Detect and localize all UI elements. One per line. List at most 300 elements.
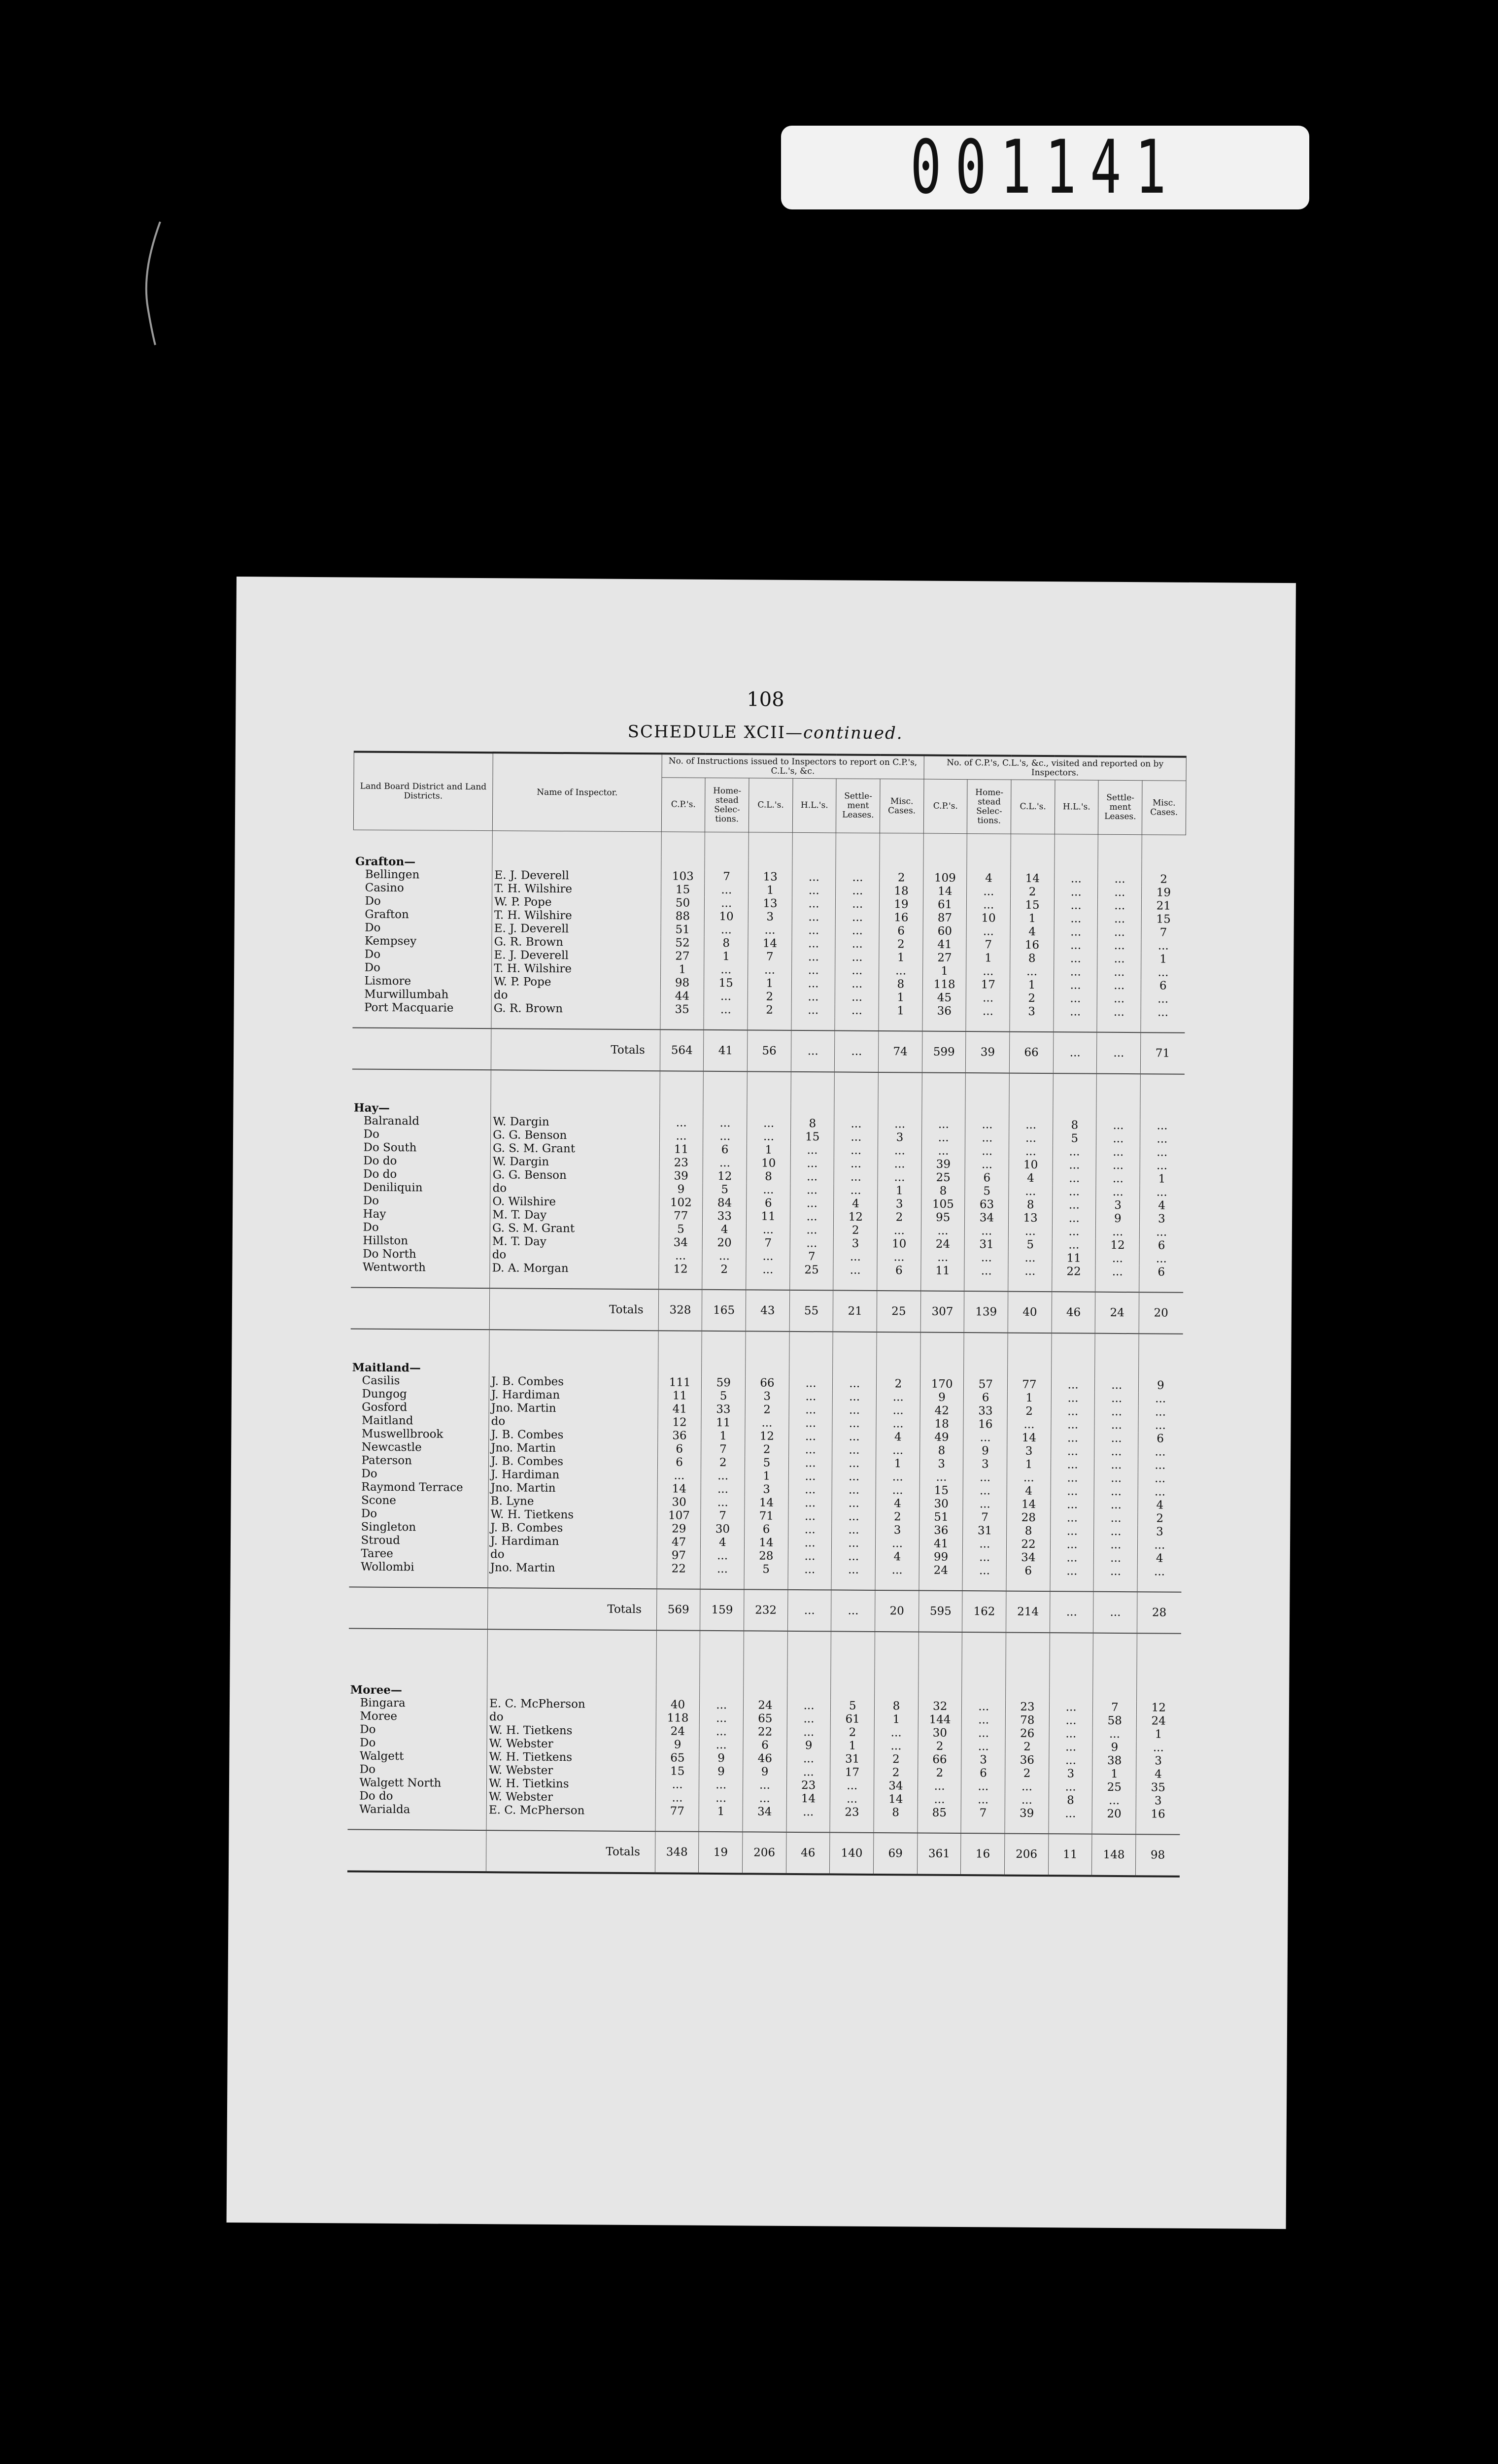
value-cell: 2 <box>1010 992 1054 1006</box>
value-cell: 14 <box>786 1792 830 1806</box>
value-cell: 4 <box>701 1536 745 1550</box>
value-cell: ... <box>964 1251 1008 1265</box>
spacer-cell <box>875 1577 919 1591</box>
spacer-cell <box>349 1574 488 1588</box>
inspector-column-header: Name of Inspector. <box>493 753 662 832</box>
value-cell: 8 <box>1009 1198 1053 1212</box>
value-cell: 4 <box>1137 1552 1181 1566</box>
value-cell: ... <box>1094 1552 1138 1566</box>
value-cell: 39 <box>921 1158 965 1172</box>
value-cell: ... <box>1051 1405 1095 1419</box>
value-cell: 7 <box>701 1443 745 1457</box>
value-cell: 24 <box>656 1725 700 1739</box>
value-cell: 65 <box>656 1751 700 1765</box>
value-cell: 6 <box>1138 1432 1182 1446</box>
spacer-cell <box>1055 834 1098 859</box>
value-cell: 7 <box>961 1807 1005 1820</box>
value-cell: ... <box>1007 1472 1051 1485</box>
total-cell: 39 <box>966 1031 1010 1073</box>
value-cell: 109 <box>923 872 967 886</box>
value-cell: ... <box>1049 1807 1092 1821</box>
value-cell: 3 <box>1136 1794 1180 1808</box>
value-cell: 1 <box>879 991 922 1005</box>
value-cell: ... <box>1008 1265 1052 1279</box>
value-cell: ... <box>1095 1379 1139 1393</box>
value-cell: 12 <box>745 1430 789 1443</box>
district-cell: Hay <box>363 1207 386 1221</box>
value-cell: ... <box>874 1726 918 1740</box>
value-cell: 3 <box>834 1237 878 1251</box>
inspector-cell: W. P. Pope <box>492 895 661 910</box>
value-cell: 77 <box>1008 1378 1052 1392</box>
value-cell: 2 <box>1142 873 1186 887</box>
value-cell: 13 <box>748 897 792 911</box>
spacer-cell <box>1095 1334 1139 1366</box>
district-cell: Raymond Terrace <box>361 1480 463 1494</box>
total-cell: 162 <box>962 1591 1006 1633</box>
value-cell: 1 <box>699 1805 743 1819</box>
value-cell: ... <box>1096 1132 1140 1146</box>
value-cell: ... <box>1140 1146 1184 1160</box>
value-cell: ... <box>966 1005 1010 1019</box>
value-cell: ... <box>832 1483 876 1497</box>
value-cell: ... <box>702 1250 746 1264</box>
instructions-group-header: No. of Instructions issued to Inspectors to report on C.P.'s, C.L.'s, &c. <box>662 753 924 779</box>
value-cell: ... <box>836 911 880 924</box>
section-name: Moree— <box>350 1683 402 1697</box>
inspector-cell: M. T. Day <box>490 1208 659 1223</box>
value-cell: 5 <box>965 1185 1009 1198</box>
value-cell: ... <box>830 1779 874 1793</box>
value-cell: ... <box>879 964 923 978</box>
inspector-cell: G. G. Benson <box>490 1168 659 1183</box>
spacer-cell <box>1008 1278 1052 1292</box>
value-cell: 8 <box>1010 952 1054 966</box>
value-cell: ... <box>965 1158 1009 1172</box>
value-cell: 6 <box>703 1143 747 1157</box>
spacer-cell <box>747 1071 791 1104</box>
empty-cell <box>833 1364 877 1377</box>
spacer-cell <box>658 1331 702 1363</box>
value-cell: 41 <box>919 1537 963 1551</box>
totals-row <box>350 1287 1183 1334</box>
value-cell: 9 <box>920 1391 964 1405</box>
value-cell: ... <box>921 1145 965 1159</box>
section-name: Maitland— <box>352 1361 421 1375</box>
value-cell: ... <box>790 1157 834 1171</box>
value-cell: 28 <box>744 1549 788 1563</box>
inspector-cell: W. H. Tietkens <box>487 1724 656 1738</box>
empty-cell <box>877 1364 920 1378</box>
value-cell: ... <box>703 1117 747 1130</box>
value-cell: ... <box>966 992 1010 1005</box>
empty-cell <box>703 1103 747 1117</box>
value-cell: 35 <box>660 1003 704 1017</box>
value-cell: 4 <box>834 1197 878 1211</box>
value-cell: ... <box>962 1713 1006 1727</box>
column-header: Settle-ment Leases. <box>836 779 880 833</box>
value-cell: 5 <box>703 1183 747 1197</box>
spacer-cell <box>878 1072 922 1105</box>
value-cell: 35 <box>1136 1781 1180 1795</box>
value-cell: 14 <box>657 1482 701 1496</box>
total-cell: ... <box>787 1590 831 1632</box>
value-cell: ... <box>962 1727 1006 1741</box>
spacer-cell <box>831 1631 875 1686</box>
total-cell: 28 <box>1137 1592 1181 1634</box>
value-cell: ... <box>657 1469 701 1483</box>
district-cell: Moree <box>360 1710 398 1723</box>
total-cell: 206 <box>743 1832 786 1874</box>
value-cell: ... <box>1098 873 1142 887</box>
value-cell: 2 <box>745 1443 789 1457</box>
value-cell: ... <box>792 937 836 951</box>
empty-cell <box>347 1829 486 1872</box>
inspector-cell: T. H. Wilshire <box>492 882 661 896</box>
spacer-cell <box>352 1014 491 1028</box>
inspector-cell: J. Hardiman <box>489 1388 658 1403</box>
empty-cell <box>746 1363 789 1377</box>
value-cell: ... <box>833 1403 877 1417</box>
value-cell: 1 <box>876 1457 920 1471</box>
value-cell: ... <box>1141 939 1185 953</box>
schedule-table <box>347 751 1187 1877</box>
value-cell: 5 <box>1053 1132 1096 1146</box>
empty-cell <box>656 1685 700 1699</box>
value-cell: 1 <box>1010 912 1054 926</box>
value-cell: 2 <box>745 1403 789 1417</box>
section-2 <box>348 1329 1183 1633</box>
value-cell: 28 <box>1007 1511 1051 1525</box>
value-cell: ... <box>965 1131 1009 1145</box>
inspector-cell: J. B. Combes <box>489 1455 658 1469</box>
value-cell: ... <box>832 1510 876 1524</box>
total-cell: 20 <box>1139 1292 1183 1334</box>
value-cell: ... <box>1094 1499 1138 1512</box>
total-cell: 232 <box>744 1589 788 1631</box>
value-cell: 3 <box>878 1131 922 1145</box>
value-cell: ... <box>788 1497 832 1510</box>
value-cell: 9 <box>1139 1379 1183 1393</box>
value-cell: 24 <box>921 1238 965 1252</box>
value-cell: ... <box>1049 1701 1093 1714</box>
value-cell: 42 <box>920 1404 964 1418</box>
value-cell: 5 <box>831 1699 875 1713</box>
value-cell: 2 <box>879 938 923 952</box>
value-cell: 19 <box>1142 886 1186 900</box>
value-cell: 2 <box>831 1726 875 1740</box>
value-cell: ... <box>876 1484 919 1498</box>
value-cell: ... <box>876 1537 919 1551</box>
total-cell: 71 <box>1141 1032 1185 1074</box>
value-cell: ... <box>1052 1198 1096 1212</box>
value-cell: ... <box>789 1390 833 1404</box>
value-cell: ... <box>792 871 836 885</box>
value-cell: ... <box>1092 1794 1136 1808</box>
value-cell: 13 <box>1009 1212 1053 1226</box>
value-cell: 6 <box>877 1264 921 1278</box>
empty-cell <box>920 1365 964 1378</box>
value-cell: ... <box>1051 1498 1094 1512</box>
spacer-cell <box>1054 1019 1097 1032</box>
value-cell: ... <box>1007 1418 1051 1432</box>
value-cell: ... <box>787 1726 831 1740</box>
spacer-cell <box>744 1576 788 1590</box>
spacer-cell <box>875 1632 919 1687</box>
value-cell: 36 <box>922 1005 966 1019</box>
inspector-cell: Jno. Martin <box>488 1561 657 1575</box>
value-cell: ... <box>791 964 835 978</box>
value-cell: ... <box>1140 1159 1184 1173</box>
value-cell: ... <box>791 951 835 964</box>
inspector-cell: W. P. Pope <box>492 975 661 990</box>
empty-cell <box>492 856 661 870</box>
column-header: Settle-ment Leases. <box>1098 780 1142 835</box>
inspector-cell: E. C. McPherson <box>487 1697 656 1711</box>
value-cell: 2 <box>876 1510 919 1524</box>
empty-cell <box>1137 1688 1181 1702</box>
totals-label: Totals <box>491 1028 660 1071</box>
district-cell: Dungog <box>362 1387 407 1401</box>
empty-cell <box>1139 1366 1183 1379</box>
value-cell: ... <box>699 1779 743 1792</box>
value-cell: ... <box>1094 1512 1138 1526</box>
value-cell: ... <box>701 1563 745 1576</box>
value-cell: 1 <box>701 1430 745 1443</box>
empty-cell <box>658 1363 702 1376</box>
value-cell: ... <box>743 1779 787 1792</box>
spacer-cell <box>920 1333 964 1365</box>
value-cell: ... <box>921 1131 965 1145</box>
value-cell: 41 <box>658 1403 702 1416</box>
total-cell: 43 <box>746 1290 789 1332</box>
inspector-cell: M. T. Day <box>490 1235 659 1249</box>
inspector-cell: G. G. Benson <box>491 1129 660 1143</box>
value-cell: ... <box>1053 1159 1096 1172</box>
empty-cell <box>962 1687 1006 1701</box>
value-cell: ... <box>1054 992 1097 1006</box>
value-cell: ... <box>743 1792 786 1806</box>
column-header: Misc. Cases. <box>1142 781 1186 835</box>
value-cell: 10 <box>1009 1159 1053 1172</box>
value-cell: 77 <box>655 1805 699 1818</box>
value-cell: ... <box>1051 1472 1094 1485</box>
value-cell: ... <box>966 965 1010 979</box>
spacer-cell <box>1092 1821 1136 1835</box>
total-cell: ... <box>791 1030 835 1072</box>
value-cell: ... <box>705 884 749 897</box>
value-cell: ... <box>704 963 748 977</box>
empty-cell <box>348 1587 488 1629</box>
district-cell: Do North <box>363 1247 416 1261</box>
value-cell: ... <box>1094 1445 1138 1459</box>
value-cell: ... <box>876 1444 920 1458</box>
spacer-cell <box>660 1071 704 1103</box>
value-cell: 111 <box>658 1376 702 1390</box>
value-cell: ... <box>965 1225 1009 1238</box>
value-cell: 4 <box>703 1223 747 1237</box>
spacer-cell <box>660 1016 704 1030</box>
value-cell: ... <box>1140 1132 1184 1146</box>
value-cell: 2 <box>1138 1512 1182 1526</box>
value-cell: ... <box>788 1537 832 1550</box>
value-cell: 1 <box>830 1739 874 1753</box>
value-cell: ... <box>1097 992 1141 1006</box>
value-cell: 3 <box>1010 1005 1054 1019</box>
value-cell: 6 <box>657 1456 701 1470</box>
value-cell: 30 <box>657 1496 701 1509</box>
value-cell: 5 <box>1008 1238 1052 1252</box>
empty-cell <box>1095 1366 1139 1379</box>
value-cell: ... <box>1095 1252 1139 1266</box>
value-cell: 29 <box>657 1522 701 1536</box>
total-cell: 16 <box>961 1833 1005 1876</box>
value-cell: ... <box>1098 926 1142 940</box>
value-cell: ... <box>1054 1005 1097 1019</box>
value-cell: ... <box>1052 1238 1096 1252</box>
value-cell: ... <box>699 1792 743 1806</box>
value-cell: 2 <box>834 1224 878 1237</box>
value-cell: 8 <box>790 1117 834 1131</box>
value-cell: ... <box>747 1183 790 1197</box>
inspector-cell: E. J. Deverell <box>492 949 661 963</box>
spacer-cell <box>877 1277 921 1291</box>
spacer-cell <box>1139 1279 1183 1293</box>
value-cell: ... <box>832 1523 876 1537</box>
value-cell: 102 <box>659 1196 703 1210</box>
value-cell: ... <box>700 1725 744 1739</box>
value-cell: ... <box>1054 965 1097 979</box>
value-cell: ... <box>1050 1551 1094 1565</box>
value-cell: 15 <box>1011 899 1055 913</box>
value-cell: 8 <box>1053 1119 1096 1132</box>
value-cell: 30 <box>918 1726 962 1740</box>
value-cell: ... <box>791 991 835 1004</box>
page-number: 108 <box>747 688 784 711</box>
value-cell: 39 <box>659 1169 703 1183</box>
value-cell: 24 <box>919 1564 963 1577</box>
value-cell: ... <box>965 1118 1009 1132</box>
empty-cell <box>749 857 792 871</box>
district-cell: Do <box>363 1221 379 1234</box>
empty-cell <box>1008 1365 1052 1379</box>
value-cell: 5 <box>745 1456 789 1470</box>
value-cell: ... <box>746 1223 790 1237</box>
spacer-cell <box>489 1330 658 1363</box>
value-cell: 3 <box>876 1524 919 1538</box>
value-cell: 9 <box>743 1765 787 1779</box>
value-cell: 12 <box>1096 1239 1140 1253</box>
spacer-cell <box>486 1817 655 1831</box>
inspector-cell: W. Webster <box>487 1764 656 1778</box>
value-cell: ... <box>791 1004 835 1018</box>
spacer-cell <box>964 1333 1008 1365</box>
value-cell: 23 <box>830 1806 874 1819</box>
value-cell: ... <box>961 1793 1005 1807</box>
value-cell: ... <box>918 1793 961 1807</box>
value-cell: ... <box>1009 1145 1053 1159</box>
spacer-cell <box>919 1577 963 1591</box>
value-cell: 20 <box>703 1236 747 1250</box>
value-cell: ... <box>835 977 879 991</box>
value-cell: ... <box>876 1391 920 1404</box>
value-cell: ... <box>834 1170 878 1184</box>
value-cell: 95 <box>921 1211 965 1225</box>
value-cell: ... <box>1054 979 1097 992</box>
value-cell: ... <box>1053 1172 1096 1186</box>
empty-cell <box>967 858 1011 872</box>
spacer-cell <box>833 1332 877 1364</box>
district-cell: Grafton <box>365 908 409 922</box>
spacer-cell <box>1010 1019 1054 1032</box>
spacer-cell <box>702 1276 746 1290</box>
empty-cell <box>487 1684 656 1698</box>
value-cell: ... <box>790 1224 834 1237</box>
empty-cell <box>744 1685 787 1699</box>
spacer-cell <box>920 1278 964 1292</box>
value-cell: ... <box>1095 1405 1139 1419</box>
schedule-title-main: SCHEDULE XCII— <box>627 721 804 743</box>
spacer-cell <box>746 1276 790 1290</box>
value-cell: 5 <box>659 1223 703 1236</box>
value-cell: ... <box>786 1806 830 1819</box>
district-cell: Lismore <box>364 974 411 988</box>
total-cell: ... <box>1097 1032 1141 1074</box>
value-cell: 98 <box>660 976 704 990</box>
value-cell: 25 <box>1092 1781 1136 1795</box>
value-cell: ... <box>1094 1432 1138 1446</box>
spacer-cell <box>350 1329 490 1362</box>
spacer-cell <box>1052 1333 1095 1366</box>
value-cell: 3 <box>1140 1212 1184 1226</box>
value-cell: 57 <box>964 1378 1008 1392</box>
value-cell: 11 <box>747 1210 790 1224</box>
value-cell: ... <box>878 1118 922 1131</box>
total-cell: 55 <box>789 1290 833 1332</box>
value-cell: ... <box>1096 1226 1140 1239</box>
inspector-cell: W. H. Tietkens <box>487 1750 656 1765</box>
value-cell: 10 <box>967 912 1011 925</box>
frame-number-text: 001141 <box>910 125 1180 210</box>
total-cell: ... <box>1053 1032 1097 1074</box>
value-cell: 3 <box>1138 1525 1182 1539</box>
value-cell: ... <box>961 1780 1005 1794</box>
value-cell: 99 <box>919 1550 963 1564</box>
value-cell: ... <box>701 1483 745 1497</box>
value-cell: ... <box>832 1537 876 1550</box>
value-cell: 4 <box>1010 925 1054 939</box>
value-cell: ... <box>832 1457 876 1471</box>
total-cell: 595 <box>919 1590 962 1632</box>
value-cell: 7 <box>705 870 749 884</box>
spacer-cell <box>1140 1074 1184 1106</box>
value-cell: ... <box>789 1417 833 1431</box>
empty-cell <box>792 857 836 871</box>
spacer-cell <box>1136 1821 1180 1835</box>
value-cell: 31 <box>830 1752 874 1766</box>
visited-group-header: No. of C.P.'s, C.L.'s, &c., visited and reported on by Inspectors. <box>924 755 1186 781</box>
value-cell: 97 <box>657 1549 701 1563</box>
value-cell: ... <box>790 1210 834 1224</box>
value-cell: 9 <box>656 1738 700 1752</box>
value-cell: 4 <box>967 872 1011 886</box>
value-cell: 2 <box>1005 1767 1049 1781</box>
value-cell: 5 <box>744 1563 788 1576</box>
value-cell: 40 <box>656 1698 700 1712</box>
inspector-cell: do <box>490 1182 659 1196</box>
spacer-cell <box>834 1072 878 1104</box>
value-cell: ... <box>1005 1794 1049 1808</box>
